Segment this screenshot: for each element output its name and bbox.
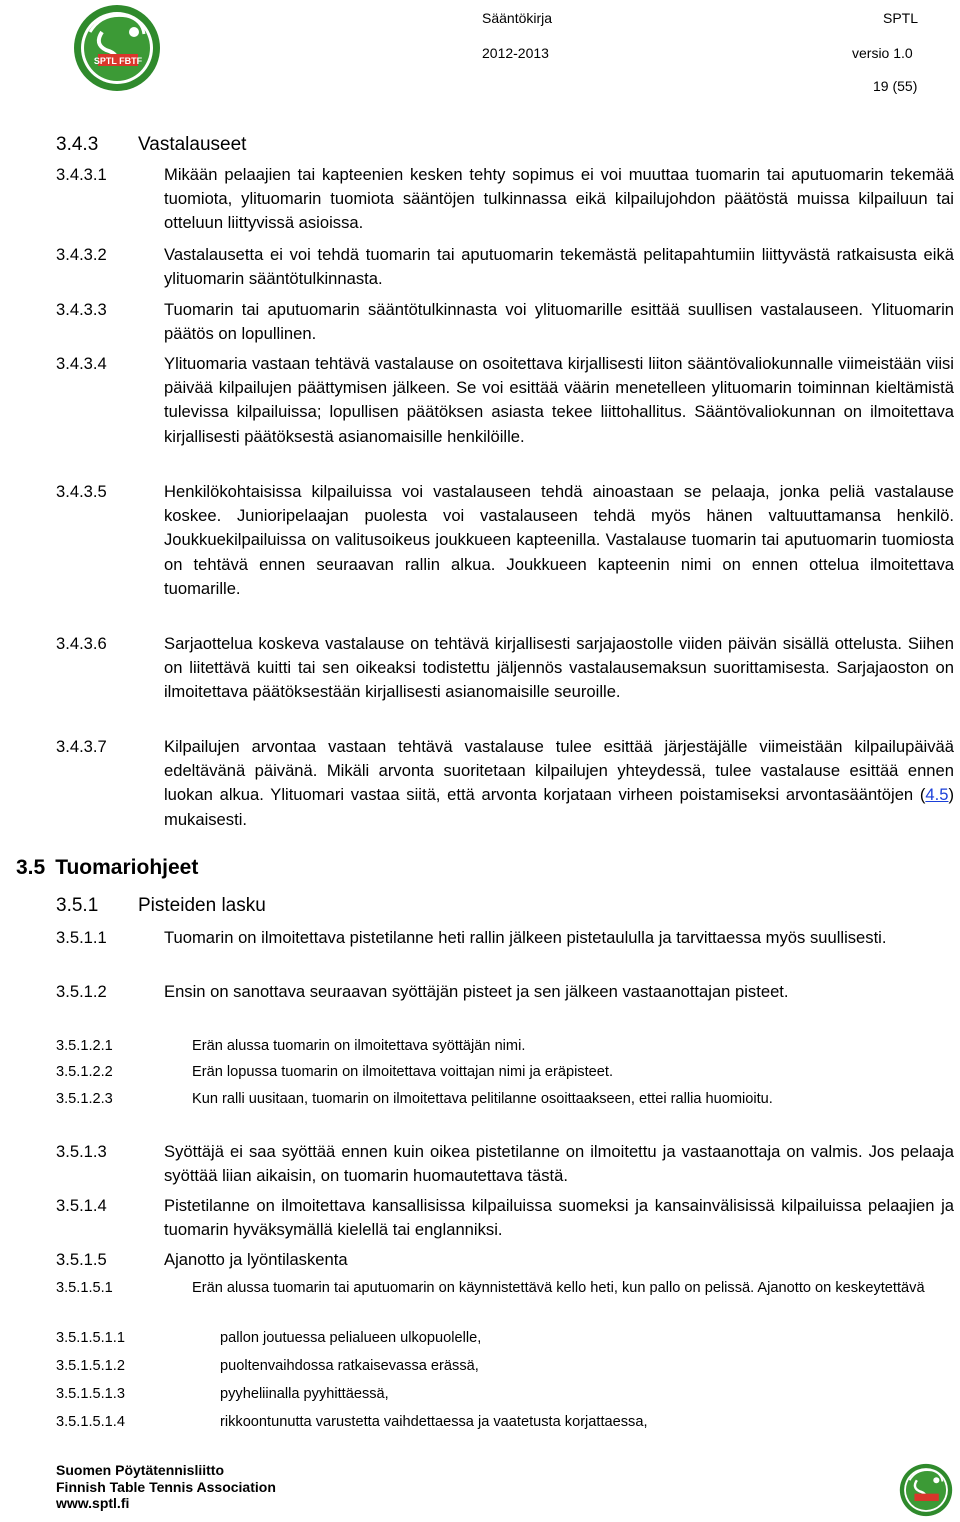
list-item	[56, 1089, 954, 1133]
item-number: 3.5.1.2.3	[56, 1091, 113, 1107]
item-text: Ensin on sanottava seuraavan syöttäjän pisteet ja sen jälkeen vastaanottajan pisteet.	[164, 982, 789, 1001]
section-number: 3.4.3	[56, 134, 99, 155]
page-number: 19 (55)	[873, 78, 918, 94]
list-item	[56, 1036, 954, 1058]
item-text: Erän alussa tuomarin tai aputuomarin on käynnistettävä kello heti, kun pallo on pelissä. Ajanotto on keskeytettävä	[192, 1280, 925, 1296]
list-item	[56, 1384, 954, 1406]
item-number: 3.5.1.2.1	[56, 1038, 113, 1054]
logo-text: SPTL FBTF	[93, 56, 143, 66]
item-text: Kun ralli uusitaan, tuomarin on ilmoitettava pelitilanne osoittaakseen, ettei rallia huomioitu.	[192, 1091, 773, 1107]
item-number: 3.5.1.5.1.2	[56, 1358, 125, 1374]
list-item	[56, 735, 954, 835]
item-text: Mikään pelaajien tai kapteenien kesken tehty sopimus ei voi muuttaa tuomarin tai aputuomarin tekemää tuomiota, ylituomarin tuomiota sääntöjen tulkinnassa eikä kilpailujohdon päätöstä muissa kilpailuun tai otteluun liittyvissä asioissa.	[164, 165, 954, 233]
item-text: Henkilökohtaisissa kilpailuissa voi vastalauseen tehdä ainoastaan se pelaaja, jonka peliä vastalause koskee. Junioripelaajan puolesta voi vastalauseen tehdä myös hänen valtuuttamansa henkilö. Joukkuekilpailuissa on valitusoikeus joukkueen kapteenilla. Vastalause tuomarin tai aputuomarin tuomiosta on tehtävä ennen seuraavan rallin alkua. Joukkueen kapteenin nimi on ennen ottelua ilmoitettava tuomarille.	[164, 482, 954, 598]
item-text: Tuomarin on ilmoitettava pistetilanne heti rallin jälkeen pistetaululla ja tarvittaessa myös suullisesti.	[164, 928, 887, 947]
list-item	[56, 298, 954, 348]
item-number: 3.4.3.5	[56, 482, 107, 501]
item-number: 3.5.1.2.2	[56, 1064, 113, 1080]
item-text: Pistetilanne on ilmoitettava kansallisissa kilpailuissa suomeksi ja kansainvälisissä kilpailuissa pelaajien ja tuomarin hyväksymällä kielellä tai englanniksi.	[164, 1196, 954, 1240]
item-number: 3.4.3.6	[56, 634, 107, 653]
section-heading-3-5-1	[56, 895, 266, 917]
list-item	[56, 1328, 954, 1350]
sptl-logo	[72, 2, 162, 94]
item-number: 3.5.1.4	[56, 1196, 107, 1215]
item-number: 3.5.1.5.1.4	[56, 1414, 125, 1430]
item-text: Sarjaottelua koskeva vastalause on tehtävä kirjallisesti sarjajaostolle viiden päivän sisällä ottelusta. Siihen on liitettävä kuitti tai sen oikeaksi todistettu jäljennös vastalausemaksun suorittamisesta. Sarjajaoston on ilmoitettava päätöksestään kirjallisesti asianomaisille seuroille.	[164, 634, 954, 702]
rule-link[interactable]: 4.5	[925, 785, 949, 805]
item-number: 3.4.3.7	[56, 737, 107, 756]
item-number: 3.4.3.3	[56, 300, 107, 319]
list-item	[56, 980, 954, 1030]
item-number: 3.4.3.1	[56, 165, 107, 184]
list-item	[56, 632, 954, 732]
footer	[56, 1462, 276, 1512]
footer-org-fi: Suomen Pöytätennisliitto	[56, 1462, 225, 1478]
list-item	[56, 243, 954, 293]
section-title: Vastalauseet	[138, 134, 247, 155]
list-item	[56, 163, 954, 243]
item-number: 3.5.1.1	[56, 928, 107, 947]
item-text: Erän alussa tuomarin on ilmoitettava syöttäjän nimi.	[192, 1038, 526, 1054]
list-item	[56, 352, 954, 477]
header-doc-title: Sääntökirja	[482, 10, 553, 26]
section-heading-3-4-3	[56, 134, 246, 156]
section-title: Tuomariohjeet	[55, 856, 199, 879]
footer-website-link[interactable]: www.sptl.fi	[56, 1495, 130, 1511]
item-number: 3.5.1.3	[56, 1142, 107, 1161]
item-text: puoltenvaihdossa ratkaisevassa erässä,	[220, 1358, 479, 1374]
item-text	[164, 735, 954, 832]
item-text: Ajanotto ja lyöntilaskenta	[164, 1250, 348, 1269]
section-number: 3.5.1	[56, 895, 99, 916]
header-season: 2012-2013	[482, 45, 549, 61]
item-text: Ylituomaria vastaan tehtävä vastalause on osoitettava kirjallisesti liiton sääntövaliokunnalle viimeistään viisi päivää kilpailujen päättymisen jälkeen. Se voi esittää väärin menetelleen ylituomarin toiminnan kieltämistä tulevissa kilpailuissa; lopullisen päätöksen asiasta tekee liittohallitus. Sääntövaliokunnan on ilmoitettava kirjallisesti päätöksestä asianomaisille henkilöille.	[164, 354, 954, 446]
list-item	[56, 1278, 954, 1322]
item-text-part: ) mukaisesti.	[164, 785, 954, 829]
item-text: Tuomarin tai aputuomarin sääntötulkinnasta voi ylituomarille esittää suullisen vastalauseen. Ylituomarin päätös on lopullinen.	[164, 300, 954, 344]
list-item	[56, 480, 954, 630]
list-item	[56, 1412, 954, 1434]
footer-org-en: Finnish Table Tennis Association	[56, 1478, 276, 1495]
item-text: Vastalausetta ei voi tehdä tuomarin tai aputuomarin tekemästä pelitapahtumiin liittyvästä ratkaisusta eikä ylituomarin sääntötulkinnasta.	[164, 245, 954, 289]
item-number: 3.5.1.5.1.3	[56, 1386, 125, 1402]
section-heading-3-5	[16, 856, 198, 880]
section-title: Pisteiden lasku	[138, 895, 266, 916]
item-number: 3.4.3.4	[56, 354, 107, 373]
list-item	[56, 1194, 954, 1244]
item-number: 3.5.1.5	[56, 1250, 107, 1269]
item-text: Erän lopussa tuomarin on ilmoitettava voittajan nimi ja eräpisteet.	[192, 1064, 614, 1080]
item-text: Syöttäjä ei saa syöttää ennen kuin oikea pistetilanne on ilmoitettu ja vastaanottaja on valmis. Jos pelaaja syöttää liian aikaisin, on tuomarin huomautettava tästä.	[164, 1142, 954, 1186]
list-item	[56, 1140, 954, 1190]
item-text: rikkoontunutta varustetta vaihdettaessa ja vaatetusta korjattaessa,	[220, 1414, 648, 1430]
sptl-logo-small	[898, 1462, 954, 1518]
header-org: SPTL	[883, 10, 919, 26]
list-item	[56, 1062, 954, 1084]
list-item	[56, 1248, 954, 1273]
item-number: 3.4.3.2	[56, 245, 107, 264]
item-text: pyyheliinalla pyyhittäessä,	[220, 1386, 389, 1402]
list-item	[56, 926, 954, 976]
item-number: 3.5.1.5.1.1	[56, 1330, 125, 1346]
header-version: versio 1.0	[852, 45, 913, 61]
list-item	[56, 1356, 954, 1378]
section-number: 3.5	[16, 856, 46, 879]
item-number: 3.5.1.5.1	[56, 1280, 113, 1296]
item-number: 3.5.1.2	[56, 982, 107, 1001]
item-text: pallon joutuessa pelialueen ulkopuolelle,	[220, 1330, 482, 1346]
item-text-part: Kilpailujen arvontaa vastaan tehtävä vastalause tulee esittää järjestäjälle viimeistään kilpailupäivää edeltävänä päivänä. Mikäli arvonta suoritetaan kilpailujen yhteydessä, tulee vastalause esittää ennen luokan alkua. Ylituomari vastaa siitä, että arvonta korjataan virheen poistamiseksi arvontasääntöjen (	[164, 737, 954, 805]
